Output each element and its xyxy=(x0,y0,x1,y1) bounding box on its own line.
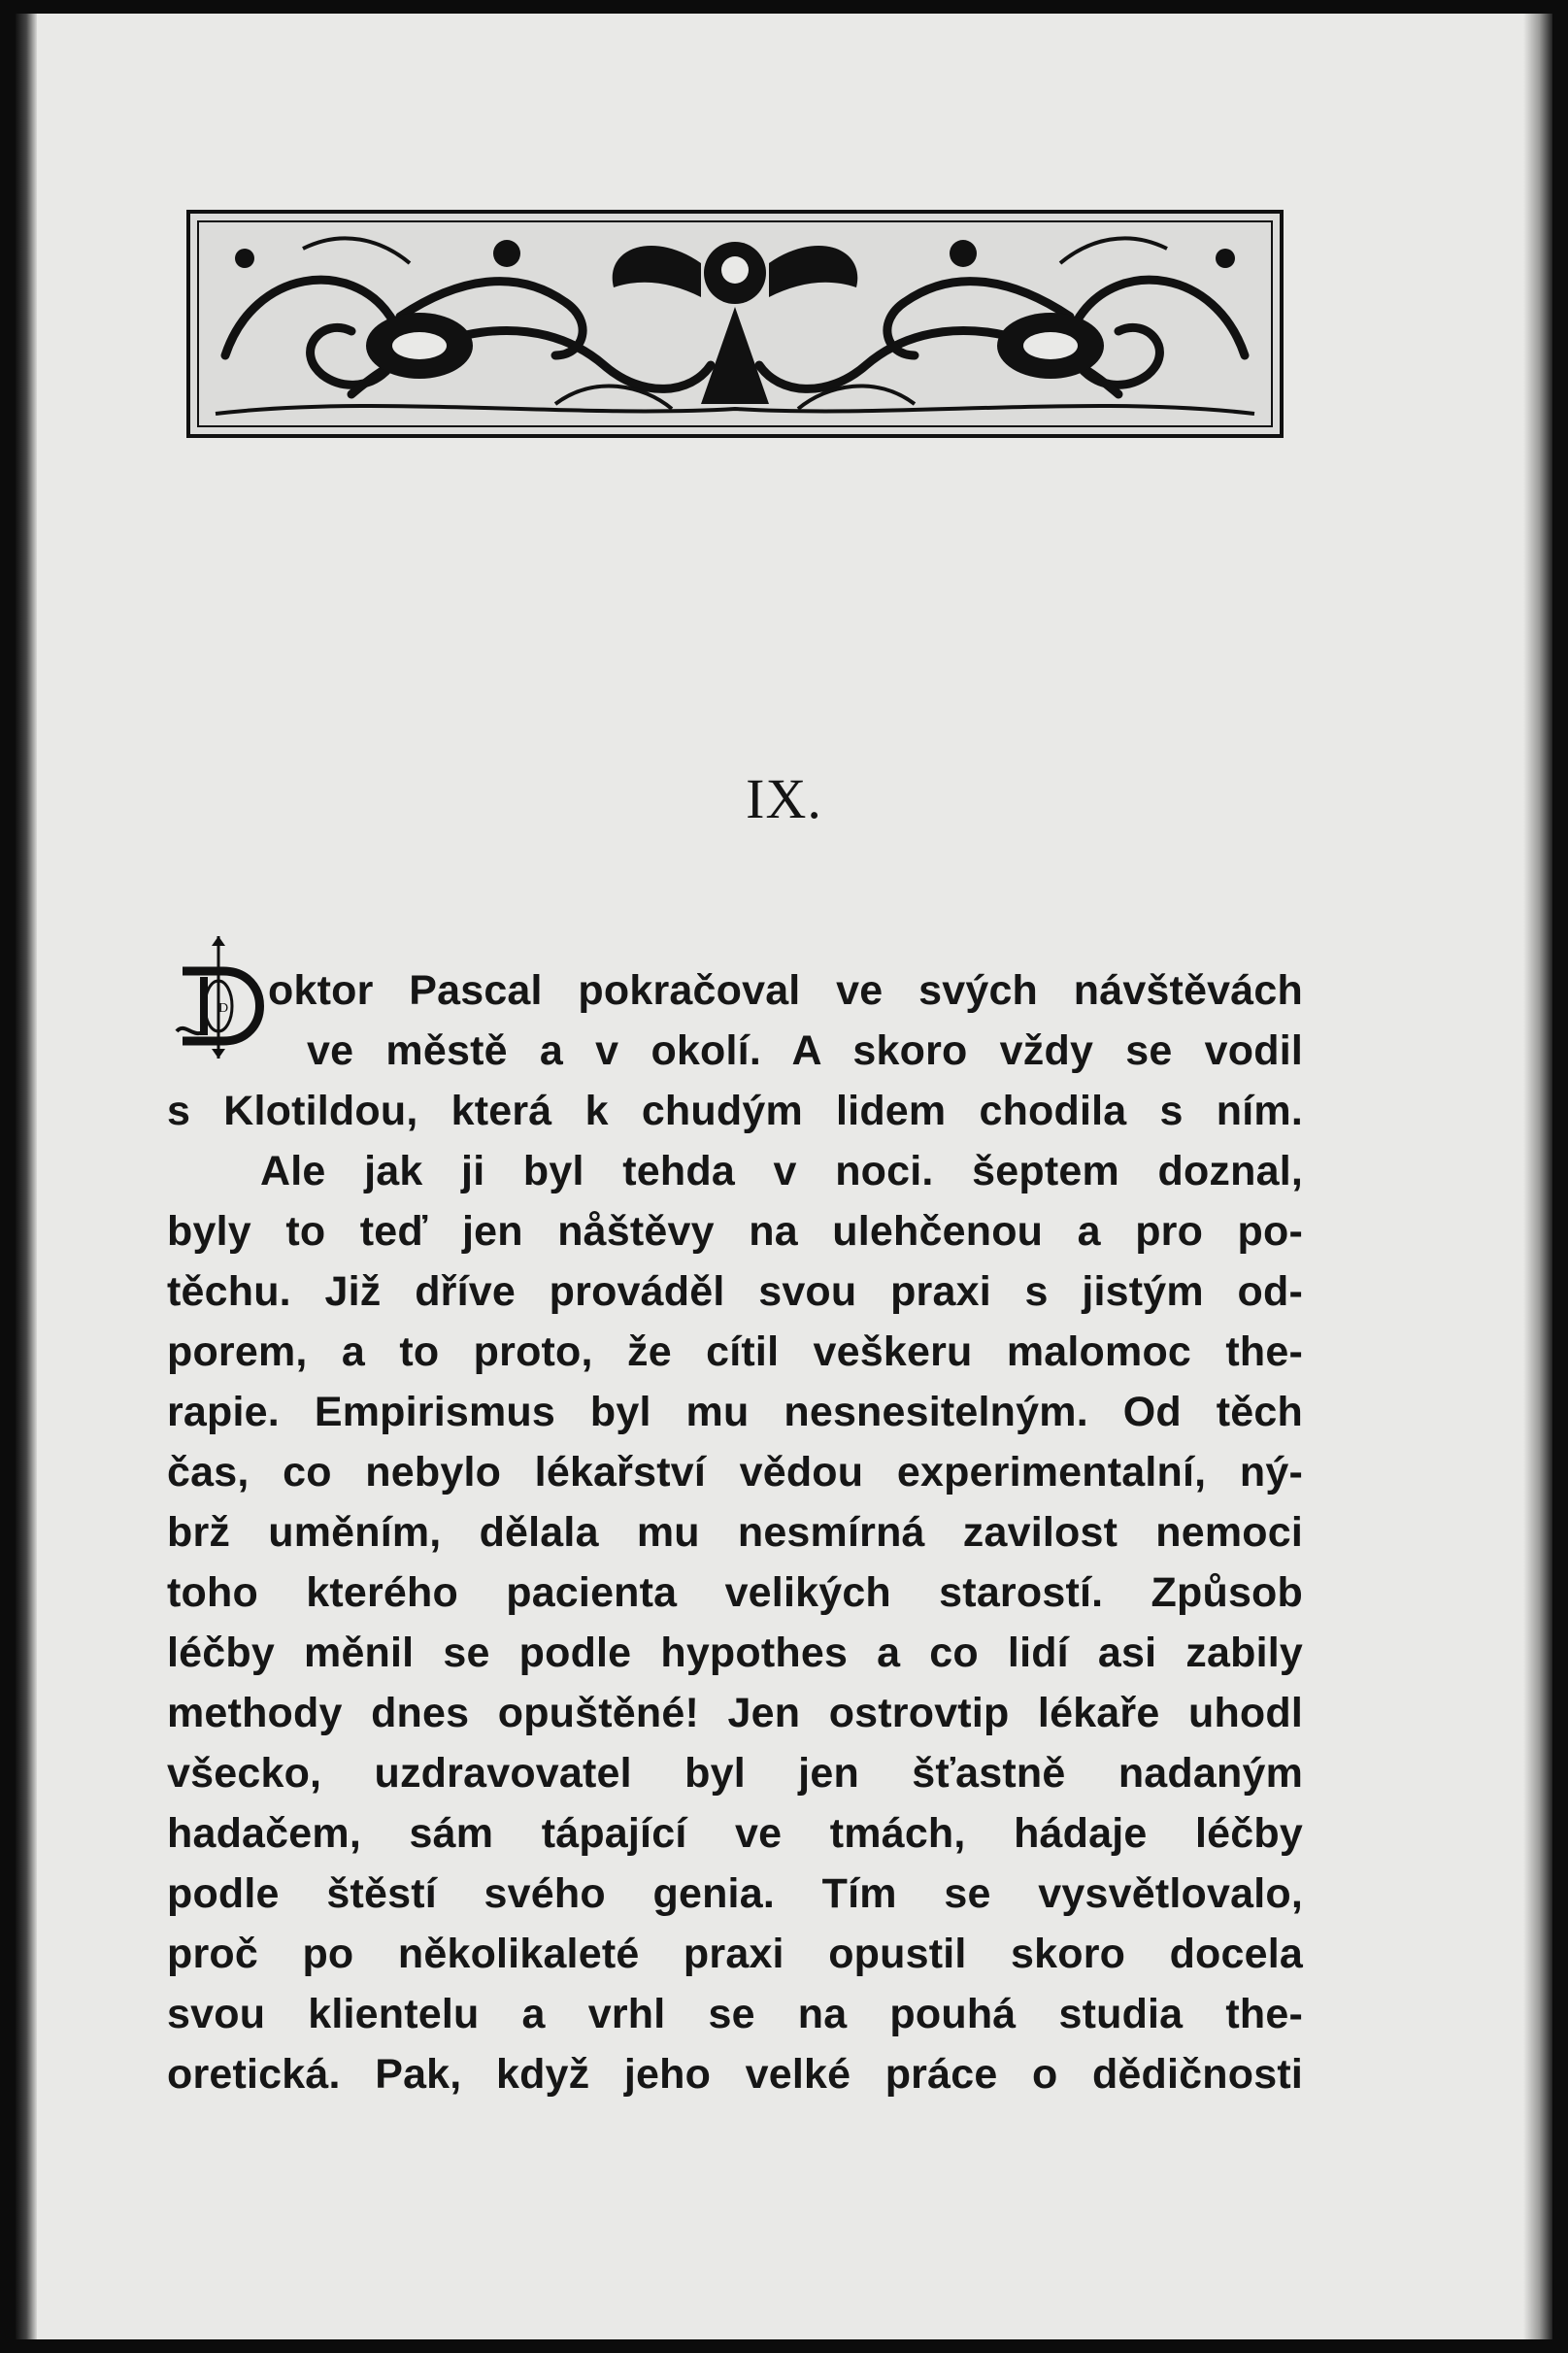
text-line: methody dnes opuštěné! Jen ostrovtip lékaře uhodl xyxy=(167,1690,1303,1736)
text-line: Ale jak ji byl tehda v noci. šeptem doznal, xyxy=(260,1148,1303,1194)
book-page xyxy=(16,14,1552,2339)
decorative-headpiece-ornament xyxy=(186,210,1284,438)
svg-text:D: D xyxy=(217,1001,229,1016)
text-line: hadačem, sám tápající ve tmách, hádaje léčby xyxy=(167,1810,1303,1857)
text-line: všecko, uzdravovatel byl jen šťastně nadaným xyxy=(167,1750,1303,1797)
text-line: proč po několikaleté praxi opustil skoro docela xyxy=(167,1931,1303,1977)
text-line: ve městě a v okolí. A skoro vždy se vodil xyxy=(307,1027,1303,1074)
text-line: svou klientelu a vrhl se na pouhá studia the- xyxy=(167,1991,1303,2037)
page-right-edge xyxy=(1523,14,1552,2339)
text-line: rapie. Empirismus byl mu nesnesitelným. Od těch xyxy=(167,1389,1303,1435)
page-left-edge xyxy=(16,14,37,2339)
text-line: oretická. Pak, když jeho velké práce o dědičnosti xyxy=(167,2051,1303,2098)
text-line: těchu. Již dříve prováděl svou praxi s jistým od- xyxy=(167,1268,1303,1315)
text-line: podle štěstí svého genia. Tím se vysvětlovalo, xyxy=(167,1870,1303,1917)
text-line: brž uměním, dělala mu nesmírná zavilost nemoci xyxy=(167,1509,1303,1556)
text-line: porem, a to proto, že cítil veškeru malomoc the- xyxy=(167,1328,1303,1375)
text-line: oktor Pascal pokračoval ve svých návštěvách xyxy=(268,967,1303,1014)
text-line: s Klotildou, která k chudým lidem chodila s ním. xyxy=(167,1088,1303,1134)
text-line: léčby měnil se podle hypothes a co lidí asi zabily xyxy=(167,1630,1303,1676)
text-line: čas, co nebylo lékařství vědou experimentalní, ný- xyxy=(167,1449,1303,1496)
chapter-number: IX. xyxy=(746,767,822,830)
text-line: byly to teď jen nåštěvy na ulehčenou a pro po- xyxy=(167,1208,1303,1255)
body-text xyxy=(167,960,1303,2104)
text-line: toho kterého pacienta velikých starostí. Způsob xyxy=(167,1569,1303,1616)
